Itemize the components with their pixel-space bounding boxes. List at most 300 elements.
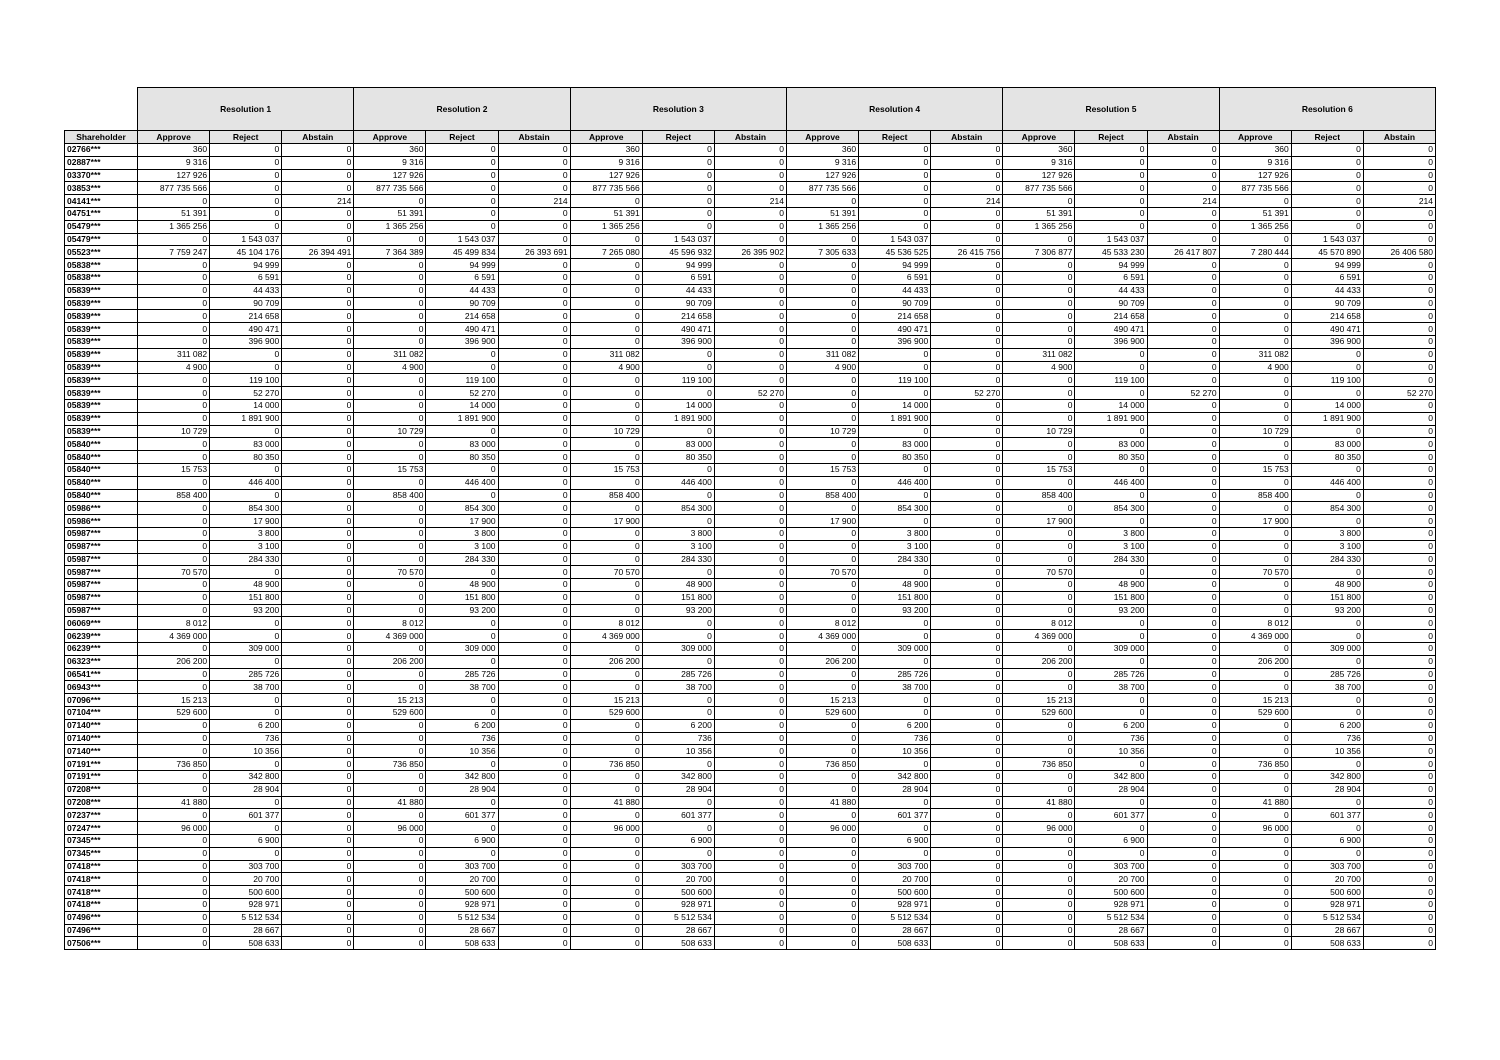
vote-cell: 0: [354, 233, 426, 246]
vote-cell: 4 900: [138, 361, 210, 374]
vote-cell: 0: [1147, 924, 1219, 937]
vote-cell: 0: [1363, 899, 1435, 912]
vote-cell: 0: [570, 310, 642, 323]
vote-cell: 52 270: [714, 387, 786, 400]
vote-cell: 0: [1219, 643, 1291, 656]
shareholder-id: 07496***: [65, 911, 138, 924]
vote-cell: 41 880: [786, 796, 858, 809]
vote-cell: 0: [1147, 911, 1219, 924]
vote-cell: 0: [1219, 323, 1291, 336]
vote-cell: 0: [498, 630, 570, 643]
vote-cell: 0: [282, 873, 354, 886]
vote-cell: 7 280 444: [1219, 246, 1291, 259]
vote-cell: 0: [859, 169, 931, 182]
vote-cell: 0: [1219, 809, 1291, 822]
vote-cell: 0: [714, 182, 786, 195]
vote-cell: 0: [714, 579, 786, 592]
vote-cell: 0: [1291, 182, 1363, 195]
table-row: [65, 246, 1436, 259]
vote-cell: 0: [1363, 835, 1435, 848]
vote-cell: 15 213: [138, 694, 210, 707]
vote-cell: 0: [282, 310, 354, 323]
vote-cell: 6 591: [210, 271, 282, 284]
vote-cell: 0: [1219, 591, 1291, 604]
table-row: [65, 707, 1436, 720]
vote-cell: 0: [859, 822, 931, 835]
vote-cell: 0: [282, 361, 354, 374]
vote-cell: 38 700: [1291, 681, 1363, 694]
vote-cell: 0: [1363, 809, 1435, 822]
vote-cell: 858 400: [1219, 489, 1291, 502]
resolution-header: Resolution 2: [354, 88, 570, 131]
vote-cell: 0: [498, 822, 570, 835]
vote-cell: 0: [570, 668, 642, 681]
vote-cell: 0: [426, 463, 498, 476]
vote-cell: 0: [1291, 156, 1363, 169]
vote-cell: 0: [642, 425, 714, 438]
vote-cell: 500 600: [642, 886, 714, 899]
vote-cell: 80 350: [859, 451, 931, 464]
vote-cell: 0: [714, 860, 786, 873]
vote-cell: 309 000: [859, 643, 931, 656]
vote-cell: 0: [714, 643, 786, 656]
vote-cell: 0: [426, 348, 498, 361]
vote-cell: 0: [642, 655, 714, 668]
vote-cell: 0: [714, 707, 786, 720]
vote-cell: 0: [570, 643, 642, 656]
vote-cell: 928 971: [426, 899, 498, 912]
vote-cell: 206 200: [1003, 655, 1075, 668]
vote-type-header-reject: Reject: [859, 131, 931, 144]
vote-cell: 0: [714, 771, 786, 784]
shareholder-id: 07191***: [65, 758, 138, 771]
vote-cell: 0: [931, 553, 1003, 566]
vote-cell: 0: [714, 207, 786, 220]
shareholder-id: 04141***: [65, 195, 138, 208]
vote-cell: 0: [1219, 233, 1291, 246]
vote-cell: 0: [642, 694, 714, 707]
vote-cell: 44 433: [1075, 284, 1147, 297]
vote-cell: 0: [786, 412, 858, 425]
vote-cell: 0: [714, 489, 786, 502]
vote-cell: 0: [714, 425, 786, 438]
vote-cell: 48 900: [859, 579, 931, 592]
vote-cell: 6 591: [859, 271, 931, 284]
vote-cell: 1 365 256: [138, 220, 210, 233]
vote-cell: 0: [1075, 387, 1147, 400]
vote-cell: 0: [786, 911, 858, 924]
shareholder-id: 05479***: [65, 220, 138, 233]
vote-cell: 0: [282, 719, 354, 732]
vote-cell: 1 891 900: [642, 412, 714, 425]
vote-type-header-approve: Approve: [1003, 131, 1075, 144]
vote-cell: 0: [282, 412, 354, 425]
vote-cell: 52 270: [210, 387, 282, 400]
vote-cell: 0: [1291, 463, 1363, 476]
vote-cell: 0: [1147, 374, 1219, 387]
table-row: [65, 937, 1436, 950]
table-row: [65, 579, 1436, 592]
vote-cell: 0: [1291, 169, 1363, 182]
vote-cell: 0: [354, 476, 426, 489]
vote-cell: 6 900: [426, 835, 498, 848]
vote-cell: 96 000: [1003, 822, 1075, 835]
vote-cell: 17 900: [1219, 515, 1291, 528]
vote-cell: 0: [138, 476, 210, 489]
vote-cell: 0: [642, 822, 714, 835]
table-row: [65, 732, 1436, 745]
shareholder-id: 05838***: [65, 271, 138, 284]
shareholder-id: 07140***: [65, 719, 138, 732]
vote-cell: 0: [1003, 732, 1075, 745]
vote-cell: 0: [1075, 207, 1147, 220]
vote-cell: 446 400: [1075, 476, 1147, 489]
table-row: [65, 886, 1436, 899]
vote-cell: 360: [1003, 144, 1075, 157]
vote-cell: 396 900: [859, 335, 931, 348]
vote-cell: 0: [570, 745, 642, 758]
vote-cell: 8 012: [570, 617, 642, 630]
vote-cell: 6 900: [859, 835, 931, 848]
vote-cell: 0: [642, 195, 714, 208]
vote-cell: 44 433: [642, 284, 714, 297]
vote-cell: 0: [570, 374, 642, 387]
vote-cell: 309 000: [642, 643, 714, 656]
vote-cell: 0: [786, 681, 858, 694]
vote-cell: 508 633: [642, 937, 714, 950]
vote-cell: 0: [714, 156, 786, 169]
vote-cell: 7 759 247: [138, 246, 210, 259]
vote-cell: 0: [1003, 924, 1075, 937]
vote-cell: 0: [138, 604, 210, 617]
shareholder-id: 07208***: [65, 783, 138, 796]
vote-cell: 0: [714, 591, 786, 604]
vote-cell: 0: [786, 540, 858, 553]
vote-cell: 0: [498, 387, 570, 400]
vote-cell: 0: [1363, 284, 1435, 297]
vote-cell: 10 356: [859, 745, 931, 758]
vote-cell: 396 900: [210, 335, 282, 348]
vote-cell: 0: [138, 860, 210, 873]
vote-cell: 0: [1147, 937, 1219, 950]
vote-cell: 0: [498, 604, 570, 617]
vote-cell: 0: [282, 553, 354, 566]
vote-cell: 0: [354, 515, 426, 528]
vote-cell: 10 729: [570, 425, 642, 438]
vote-cell: 4 369 000: [570, 630, 642, 643]
vote-cell: 0: [1147, 233, 1219, 246]
vote-cell: 0: [931, 796, 1003, 809]
vote-cell: 500 600: [1075, 886, 1147, 899]
vote-cell: 0: [1147, 771, 1219, 784]
vote-cell: 0: [786, 668, 858, 681]
vote-cell: 0: [1219, 335, 1291, 348]
vote-cell: 44 433: [1291, 284, 1363, 297]
vote-cell: 0: [1219, 937, 1291, 950]
vote-cell: 500 600: [1291, 886, 1363, 899]
table-row: [65, 655, 1436, 668]
vote-cell: 0: [1219, 451, 1291, 464]
vote-cell: 0: [1219, 476, 1291, 489]
table-row: [65, 591, 1436, 604]
vote-cell: 0: [786, 847, 858, 860]
vote-cell: 0: [354, 310, 426, 323]
vote-cell: 0: [354, 387, 426, 400]
vote-cell: 877 735 566: [1219, 182, 1291, 195]
vote-cell: 0: [786, 809, 858, 822]
shareholder-id: 07418***: [65, 873, 138, 886]
vote-cell: 0: [498, 886, 570, 899]
vote-cell: 214 658: [1291, 310, 1363, 323]
vote-cell: 8 012: [354, 617, 426, 630]
shareholder-id: 07418***: [65, 899, 138, 912]
vote-cell: 736: [210, 732, 282, 745]
vote-cell: 9 316: [570, 156, 642, 169]
vote-cell: 0: [786, 271, 858, 284]
vote-cell: 0: [1147, 438, 1219, 451]
vote-cell: 0: [498, 438, 570, 451]
vote-cell: 0: [1219, 195, 1291, 208]
vote-cell: 0: [1147, 591, 1219, 604]
vote-cell: 928 971: [1291, 899, 1363, 912]
vote-cell: 151 800: [210, 591, 282, 604]
vote-cell: 0: [498, 835, 570, 848]
shareholder-id: 07140***: [65, 732, 138, 745]
vote-cell: 0: [570, 579, 642, 592]
vote-cell: 0: [1147, 655, 1219, 668]
vote-cell: 1 543 037: [426, 233, 498, 246]
vote-cell: 0: [354, 809, 426, 822]
vote-cell: 0: [931, 783, 1003, 796]
table-row: [65, 809, 1436, 822]
vote-cell: 0: [570, 335, 642, 348]
vote-cell: 0: [210, 220, 282, 233]
vote-cell: 736 850: [570, 758, 642, 771]
vote-cell: 0: [498, 540, 570, 553]
vote-cell: 0: [570, 873, 642, 886]
vote-cell: 0: [1003, 233, 1075, 246]
vote-cell: 6 591: [642, 271, 714, 284]
vote-cell: 0: [714, 527, 786, 540]
table-row: [65, 425, 1436, 438]
vote-cell: 6 900: [1291, 835, 1363, 848]
vote-cell: 0: [210, 707, 282, 720]
vote-cell: 119 100: [859, 374, 931, 387]
vote-cell: 9 316: [786, 156, 858, 169]
vote-cell: 928 971: [859, 899, 931, 912]
vote-cell: 0: [786, 591, 858, 604]
vote-cell: 0: [714, 374, 786, 387]
vote-cell: 0: [1363, 425, 1435, 438]
vote-cell: 0: [282, 899, 354, 912]
vote-cell: 127 926: [570, 169, 642, 182]
table-row: [65, 156, 1436, 169]
vote-cell: 0: [786, 643, 858, 656]
shareholder-id: 05839***: [65, 361, 138, 374]
table-row: [65, 387, 1436, 400]
shareholder-id: 03370***: [65, 169, 138, 182]
vote-cell: 0: [931, 182, 1003, 195]
vote-cell: 0: [1219, 847, 1291, 860]
table-row: [65, 438, 1436, 451]
vote-cell: 6 200: [642, 719, 714, 732]
resolution-header: Resolution 6: [1219, 88, 1435, 131]
vote-cell: 0: [714, 553, 786, 566]
vote-cell: 0: [931, 476, 1003, 489]
vote-cell: 0: [282, 399, 354, 412]
vote-cell: 0: [786, 476, 858, 489]
vote-cell: 0: [1003, 387, 1075, 400]
vote-cell: 500 600: [859, 886, 931, 899]
vote-cell: 0: [354, 719, 426, 732]
vote-cell: 38 700: [426, 681, 498, 694]
vote-cell: 0: [931, 425, 1003, 438]
shareholder-id: 05986***: [65, 502, 138, 515]
vote-cell: 0: [1147, 361, 1219, 374]
table-row: [65, 553, 1436, 566]
vote-cell: 0: [859, 387, 931, 400]
vote-cell: 10 356: [1075, 745, 1147, 758]
vote-cell: 0: [426, 758, 498, 771]
vote-cell: 0: [282, 809, 354, 822]
vote-cell: 48 900: [642, 579, 714, 592]
vote-cell: 206 200: [1219, 655, 1291, 668]
table-row: [65, 310, 1436, 323]
table-row: [65, 515, 1436, 528]
vote-cell: 0: [1003, 873, 1075, 886]
vote-cell: 0: [498, 425, 570, 438]
vote-cell: 0: [931, 847, 1003, 860]
vote-cell: 214: [498, 195, 570, 208]
vote-cell: 0: [786, 860, 858, 873]
vote-cell: 6 900: [1075, 835, 1147, 848]
vote-cell: 0: [642, 617, 714, 630]
vote-cell: 3 100: [1291, 540, 1363, 553]
table-row: [65, 719, 1436, 732]
vote-type-header-approve: Approve: [138, 131, 210, 144]
table-row: [65, 297, 1436, 310]
table-row: [65, 451, 1436, 464]
vote-cell: 17 900: [570, 515, 642, 528]
shareholder-id: 06069***: [65, 617, 138, 630]
vote-cell: 0: [1291, 348, 1363, 361]
vote-cell: 0: [210, 489, 282, 502]
vote-cell: 0: [282, 835, 354, 848]
vote-cell: 0: [1291, 630, 1363, 643]
vote-cell: 0: [498, 348, 570, 361]
vote-cell: 151 800: [642, 591, 714, 604]
vote-cell: 0: [1075, 169, 1147, 182]
vote-cell: 15 753: [786, 463, 858, 476]
vote-type-header-abstain: Abstain: [931, 131, 1003, 144]
shareholder-id: 05839***: [65, 412, 138, 425]
vote-cell: 6 900: [642, 835, 714, 848]
shareholder-id: 07208***: [65, 796, 138, 809]
vote-cell: 0: [570, 233, 642, 246]
vote-type-header-abstain: Abstain: [1363, 131, 1435, 144]
vote-cell: 0: [1219, 732, 1291, 745]
table-row: [65, 783, 1436, 796]
vote-cell: 0: [570, 323, 642, 336]
vote-cell: 0: [859, 694, 931, 707]
vote-cell: 0: [931, 937, 1003, 950]
vote-cell: 0: [210, 694, 282, 707]
vote-cell: 0: [1219, 719, 1291, 732]
vote-cell: 396 900: [1075, 335, 1147, 348]
vote-cell: 0: [498, 860, 570, 873]
vote-cell: 0: [786, 399, 858, 412]
vote-cell: 0: [282, 732, 354, 745]
vote-cell: 0: [138, 783, 210, 796]
vote-cell: 0: [1219, 310, 1291, 323]
shareholder-id: 05839***: [65, 425, 138, 438]
vote-cell: 0: [642, 707, 714, 720]
vote-cell: 0: [354, 668, 426, 681]
vote-cell: 0: [1363, 566, 1435, 579]
vote-cell: 0: [282, 604, 354, 617]
vote-cell: 0: [1363, 156, 1435, 169]
vote-cell: 0: [714, 220, 786, 233]
vote-cell: 858 400: [570, 489, 642, 502]
vote-cell: 0: [354, 540, 426, 553]
vote-cell: 0: [1003, 374, 1075, 387]
vote-cell: 0: [642, 463, 714, 476]
vote-cell: 0: [931, 630, 1003, 643]
vote-cell: 0: [786, 783, 858, 796]
vote-cell: 0: [138, 873, 210, 886]
vote-cell: 5 512 534: [642, 911, 714, 924]
vote-cell: 0: [714, 284, 786, 297]
vote-cell: 854 300: [1075, 502, 1147, 515]
vote-cell: 0: [1147, 348, 1219, 361]
vote-cell: 0: [931, 310, 1003, 323]
vote-cell: 20 700: [426, 873, 498, 886]
vote-cell: 0: [1003, 604, 1075, 617]
vote-cell: 0: [786, 553, 858, 566]
vote-cell: 0: [1075, 847, 1147, 860]
vote-cell: 0: [786, 527, 858, 540]
vote-cell: 0: [210, 758, 282, 771]
vote-cell: 0: [859, 617, 931, 630]
vote-cell: 854 300: [859, 502, 931, 515]
vote-cell: 94 999: [859, 259, 931, 272]
table-row: [65, 566, 1436, 579]
vote-type-header-reject: Reject: [642, 131, 714, 144]
vote-cell: 38 700: [859, 681, 931, 694]
vote-cell: 0: [931, 873, 1003, 886]
vote-cell: 877 735 566: [786, 182, 858, 195]
shareholder-id: 05987***: [65, 591, 138, 604]
vote-cell: 0: [498, 681, 570, 694]
vote-cell: 15 753: [138, 463, 210, 476]
vote-cell: 0: [426, 182, 498, 195]
vote-cell: 0: [1363, 745, 1435, 758]
vote-cell: 0: [931, 822, 1003, 835]
vote-cell: 3 100: [859, 540, 931, 553]
vote-cell: 0: [642, 220, 714, 233]
vote-cell: 3 100: [210, 540, 282, 553]
vote-cell: 0: [931, 438, 1003, 451]
table-row: [65, 540, 1436, 553]
vote-cell: 0: [1147, 540, 1219, 553]
vote-cell: 0: [354, 899, 426, 912]
vote-cell: 93 200: [426, 604, 498, 617]
shareholder-id: 07191***: [65, 771, 138, 784]
vote-cell: 508 633: [1291, 937, 1363, 950]
vote-cell: 0: [210, 156, 282, 169]
vote-cell: 0: [498, 553, 570, 566]
vote-cell: 96 000: [1219, 822, 1291, 835]
